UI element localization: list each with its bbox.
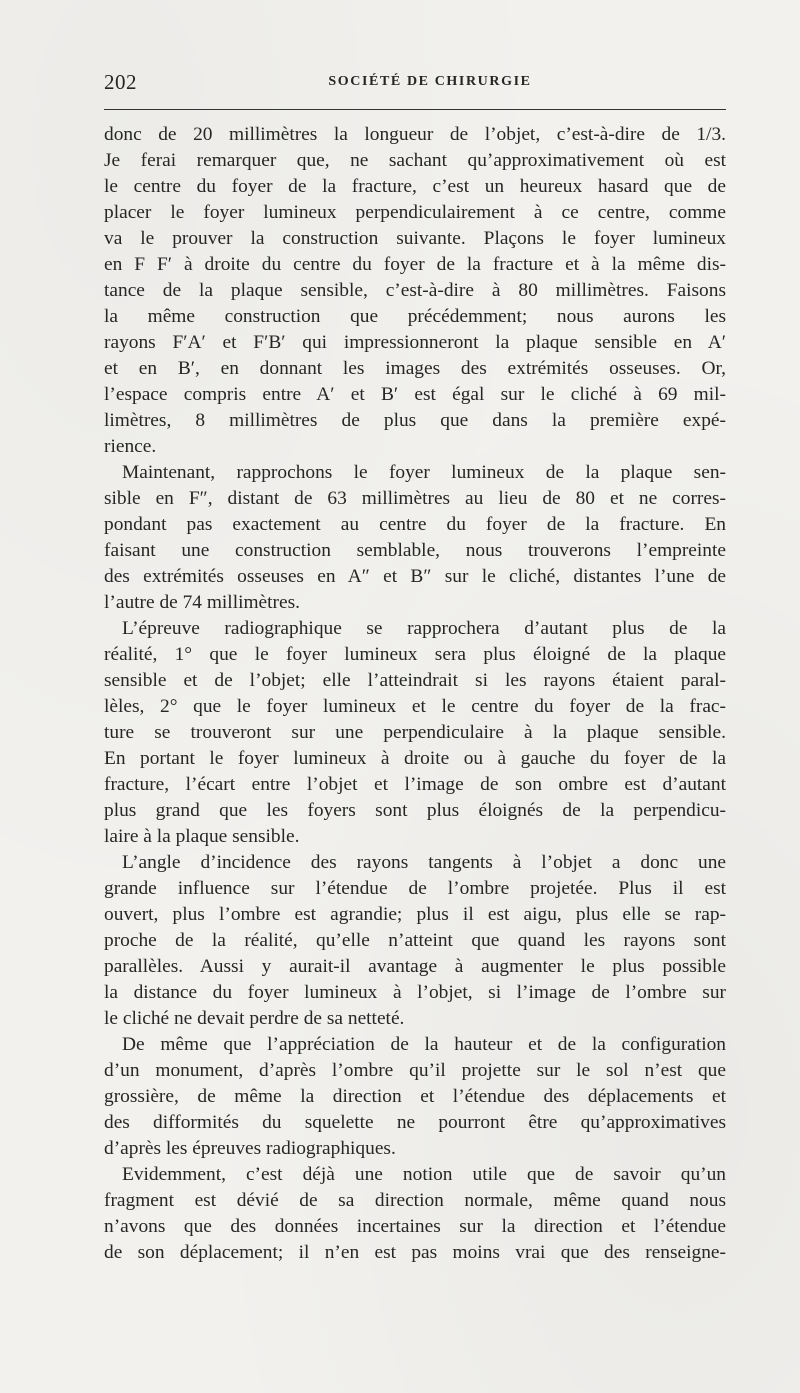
running-title: SOCIÉTÉ DE CHIRURGIE — [328, 74, 532, 89]
text-line: Je ferai remarquer que, ne sachant qu’approximativement où est — [104, 150, 726, 171]
text-line: Maintenant, rapprochons le foyer lumineux de la plaque sen- — [122, 462, 726, 483]
text-line: des extrémités osseuses en A″ et B″ sur le cliché, distantes l’une de — [104, 566, 726, 587]
text-line: va le prouver la construction suivante. Plaçons le foyer lumineux — [104, 228, 726, 249]
paragraph-1 — [104, 122, 726, 460]
text-line: de son déplacement; il n’en est pas moins vrai que des renseigne- — [104, 1242, 726, 1263]
text-line: En portant le foyer lumineux à droite ou à gauche du foyer de la — [104, 748, 726, 769]
text-line: sensible et de l’objet; elle l’atteindrait si les rayons étaient paral- — [104, 670, 726, 691]
text-line: le cliché ne devait perdre de sa netteté. — [104, 1008, 405, 1029]
paragraph-4 — [104, 850, 726, 1032]
text-line: la même construction que précédemment; nous aurons les — [104, 306, 726, 327]
text-line: réalité, 1° que le foyer lumineux sera plus éloigné de la plaque — [104, 644, 726, 665]
text-line: laire à la plaque sensible. — [104, 826, 300, 847]
text-line: d’un monument, d’après l’ombre qu’il projette sur le sol n’est que — [104, 1060, 726, 1081]
paragraph-2 — [104, 460, 726, 616]
text-line: Evidemment, c’est déjà une notion utile que de savoir qu’un — [122, 1164, 726, 1185]
text-line: le centre du foyer de la fracture, c’est un heureux hasard que de — [104, 176, 726, 197]
text-line: plus grand que les foyers sont plus éloignés de la perpendicu- — [104, 800, 726, 821]
body-text — [104, 122, 726, 1266]
text-line: limètres, 8 millimètres de plus que dans la première expé- — [104, 410, 726, 431]
text-line: l’autre de 74 millimètres. — [104, 592, 300, 613]
page-number: 202 — [104, 70, 137, 94]
text-line: pondant pas exactement au centre du foyer de la fracture. En — [104, 514, 726, 535]
text-line: L’angle d’incidence des rayons tangents à l’objet a donc une — [122, 852, 726, 873]
header-rule — [104, 109, 726, 110]
text-line: rience. — [104, 436, 157, 457]
text-line: placer le foyer lumineux perpendiculairement à ce centre, comme — [104, 202, 726, 223]
text-line: grossière, de même la direction et l’étendue des déplacements et — [104, 1086, 726, 1107]
text-line: et en B′, en donnant les images des extrémités osseuses. Or, — [104, 358, 726, 379]
text-line: grande influence sur l’étendue de l’ombre projetée. Plus il est — [104, 878, 726, 899]
text-line: des difformités du squelette ne pourront être qu’approximatives — [104, 1112, 726, 1133]
text-line: rayons F′A′ et F′B′ qui impressionneront la plaque sensible en A′ — [104, 332, 726, 353]
text-line: proche de la réalité, qu’elle n’atteint que quand les rayons sont — [104, 930, 726, 951]
text-line: faisant une construction semblable, nous trouverons l’empreinte — [104, 540, 726, 561]
text-line: donc de 20 millimètres la longueur de l’objet, c’est-à-dire de 1/3. — [104, 124, 726, 145]
text-line: L’épreuve radiographique se rapprochera d’autant plus de la — [122, 618, 726, 639]
text-line: fragment est dévié de sa direction normale, même quand nous — [104, 1190, 726, 1211]
text-line: sible en F″, distant de 63 millimètres au lieu de 80 et ne corres- — [104, 488, 726, 509]
text-line: fracture, l’écart entre l’objet et l’image de son ombre est d’autant — [104, 774, 726, 795]
text-line: d’après les épreuves radiographiques. — [104, 1138, 396, 1159]
paragraph-6 — [104, 1162, 726, 1266]
paragraph-5 — [104, 1032, 726, 1162]
text-line: la distance du foyer lumineux à l’objet, si l’image de l’ombre sur — [104, 982, 726, 1003]
text-line: en F F′ à droite du centre du foyer de la fracture et à la même dis- — [104, 254, 726, 275]
text-line: lèles, 2° que le foyer lumineux et le centre du foyer de la frac- — [104, 696, 726, 717]
text-line: De même que l’appréciation de la hauteur et de la configuration — [122, 1034, 726, 1055]
text-line: ture se trouveront sur une perpendiculaire à la plaque sensible. — [104, 722, 726, 743]
paragraph-3 — [104, 616, 726, 850]
text-line: ouvert, plus l’ombre est agrandie; plus il est aigu, plus elle se rap- — [104, 904, 726, 925]
text-line: parallèles. Aussi y aurait-il avantage à augmenter le plus possible — [104, 956, 726, 977]
text-line: n’avons que des données incertaines sur la direction et l’étendue — [104, 1216, 726, 1237]
text-line: l’espace compris entre A′ et B′ est égal sur le cliché à 69 mil- — [104, 384, 726, 405]
text-line: tance de la plaque sensible, c’est-à-dire à 80 millimètres. Faisons — [104, 280, 726, 301]
page-header — [104, 70, 726, 100]
